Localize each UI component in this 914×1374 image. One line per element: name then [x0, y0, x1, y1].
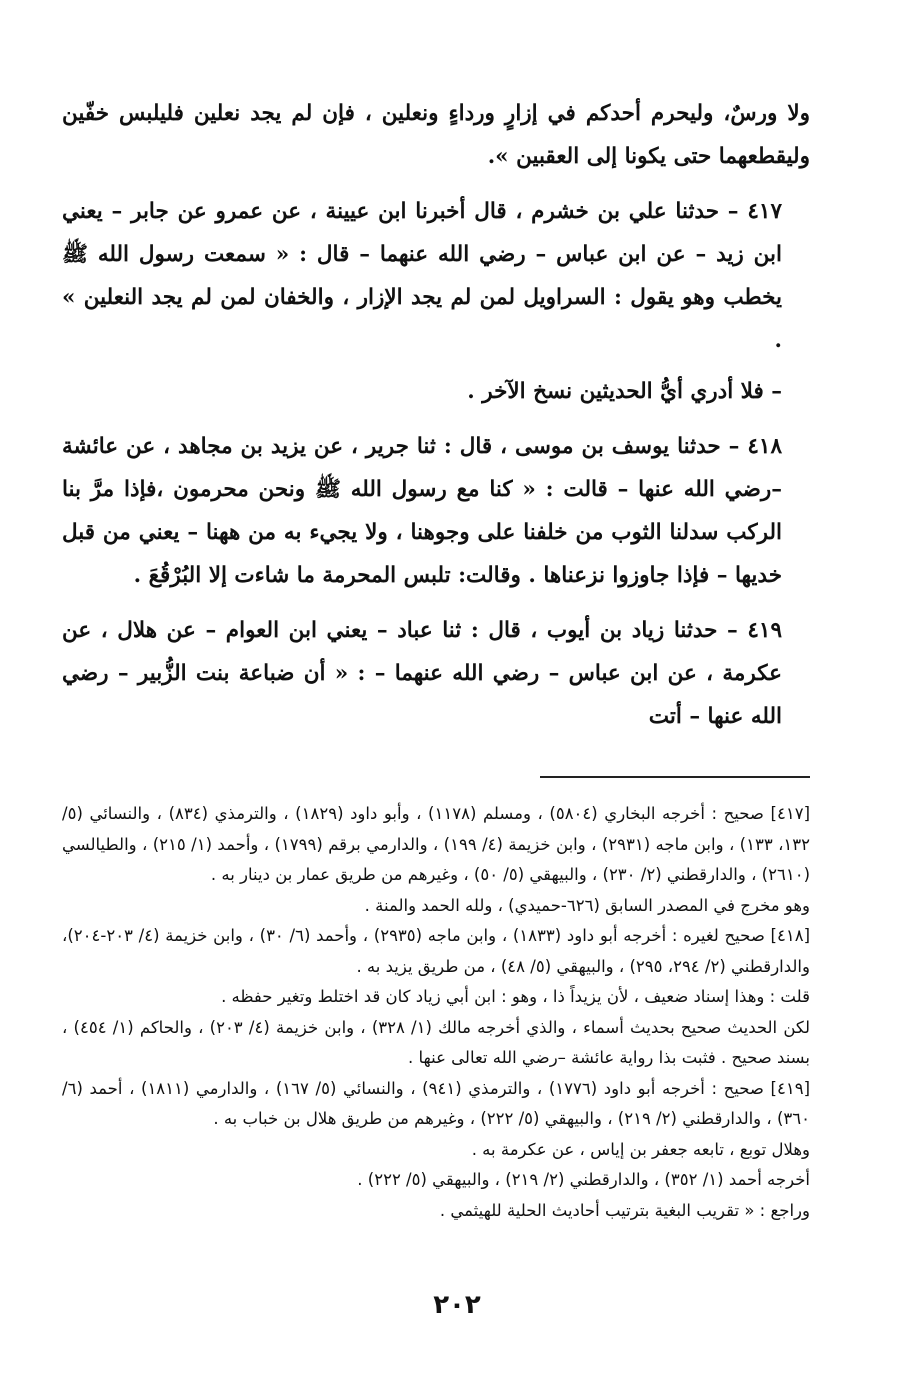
hadith-419: ٤١٩ – حدثنا زياد بن أيوب ، قال : ثنا عباد – يعني ابن العوام – عن هلال ، عن عكرمة ، عن ابن عباس – رضي الله عنهما – : « أن ضباعة بنت الزُّبير – رضي الله عنها – أتت [62, 618, 782, 729]
main-text [62, 92, 810, 738]
footnote-divider [62, 776, 810, 777]
footnote-418: [٤١٨] صحيح لغيره : أخرجه أبو داود (١٨٣٣) ، وابن ماجه (٢٩٣٥) ، وأحمد (٦/ ٣٠) ، وابن خزيمة (٤/ ٢٠٣-٢٠٤)، والدارقطني (٢/ ٢٩٤، ٢٩٥) ، والبيهقي (٥/ ٤٨) ، من طريق يزيد به . [62, 926, 810, 976]
footnote-417: [٤١٧] صحيح : أخرجه البخاري (٥٨٠٤) ، ومسلم (١١٧٨) ، وأبو داود (١٨٢٩) ، والترمذي (٨٣٤) ، والنسائي (٥/ ١٣٢، ١٣٣) ، وابن ماجه (٢٩٣١) ، وابن خزيمة (٤/ ١٩٩) ، والدارمي برقم (١٧٩٩) ، وأحمد (١/ ٢١٥) ، والطيالسي (٢٦١٠) ، والدارقطني (٢/ ٢٣٠) ، والبيهقي (٥/ ٥٠) ، وغيرهم من طريق عمار بن دينار به . [62, 804, 810, 884]
footnote-419: [٤١٩] صحيح : أخرجه أبو داود (١٧٧٦) ، والترمذي (٩٤١) ، والنسائي (٥/ ١٦٧) ، والدارمي (١٨١١) ، أحمد (٦/ ٣٦٠) ، والدارقطني (٢/ ٢١٩) ، والبيهقي (٥/ ٢٢٢) ، وغيرهم من طريق هلال بن خباب به . [62, 1078, 811, 1128]
footnote-419-sources: أخرجه أحمد (١/ ٣٥٢) ، والدارقطني (٢/ ٢١٩) ، والبيهقي (٥/ ٢٢٢) . [357, 1170, 810, 1189]
footnote-419-reference: وراجع : « تقريب البغية بترتيب أحاديث الحلية للهيثمي . [439, 1200, 810, 1220]
author-remark: – فلا أدري أيُّ الحديثين نسخ الآخر . [467, 379, 782, 404]
footnote-417-note: وهو مخرج في المصدر السابق (٦٢٦-حميدي) ، ولله الحمد والمنة . [364, 895, 810, 915]
hadith-417: ٤١٧ – حدثنا علي بن خشرم ، قال أخبرنا ابن عيينة ، عن عمرو عن جابر – يعني ابن زيد – عن ابن عباس – رضي الله عنهما – قال : « سمعت رسول الله ﷺ يخطب وهو يقول : السراويل لمن لم يجد الإزار ، والخفان لمن لم يجد النعلين » . [62, 199, 782, 353]
page-number: ٢٠٢ [433, 1290, 481, 1320]
footnote-rule [540, 776, 810, 778]
footnote-419-follow: وهلال توبع ، تابعه جعفر بن إياس ، عن عكرمة به . [471, 1139, 810, 1159]
page-body [62, 92, 810, 1226]
paragraph-continuation: ولا ورسٌ، وليحرم أحدكم في إزارٍ ورداءٍ ونعلين ، فإن لم يجد نعلين فليلبس خفّين وليقطعهما حتى يكونا إلى العقبين ». [62, 101, 810, 169]
footnote-418-support: لكن الحديث صحيح بحديث أسماء ، والذي أخرجه مالك (١/ ٣٢٨) ، وابن خزيمة (٤/ ٢٠٣) ، والحاكم (١/ ٤٥٤) ، بسند صحيح . فثبت بذا رواية عائشة –رضي الله تعالى عنها . [62, 1017, 811, 1067]
footnote-418-comment: قلت : وهذا إسناد ضعيف ، لأن يزيداً ذا ، وهو : ابن أبي زياد كان قد اختلط وتغير حفظه . [221, 987, 810, 1006]
footnotes [62, 799, 810, 1226]
hadith-418: ٤١٨ – حدثنا يوسف بن موسى ، قال : ثنا جرير ، عن يزيد بن مجاهد ، عن عائشة –رضي الله عنها – قالت : « كنا مع رسول الله ﷺ ونحن محرمون ،فإذا مرَّ بنا الركب سدلنا الثوب من خلفنا على وجوهنا ، ولا يجيء به من ههنا – يعني من قبل خديها – فإذا جاوزوا نزعناها . وقالت: تلبس المحرمة ما شاءت إلا البُرْقُعَ . [62, 434, 782, 588]
